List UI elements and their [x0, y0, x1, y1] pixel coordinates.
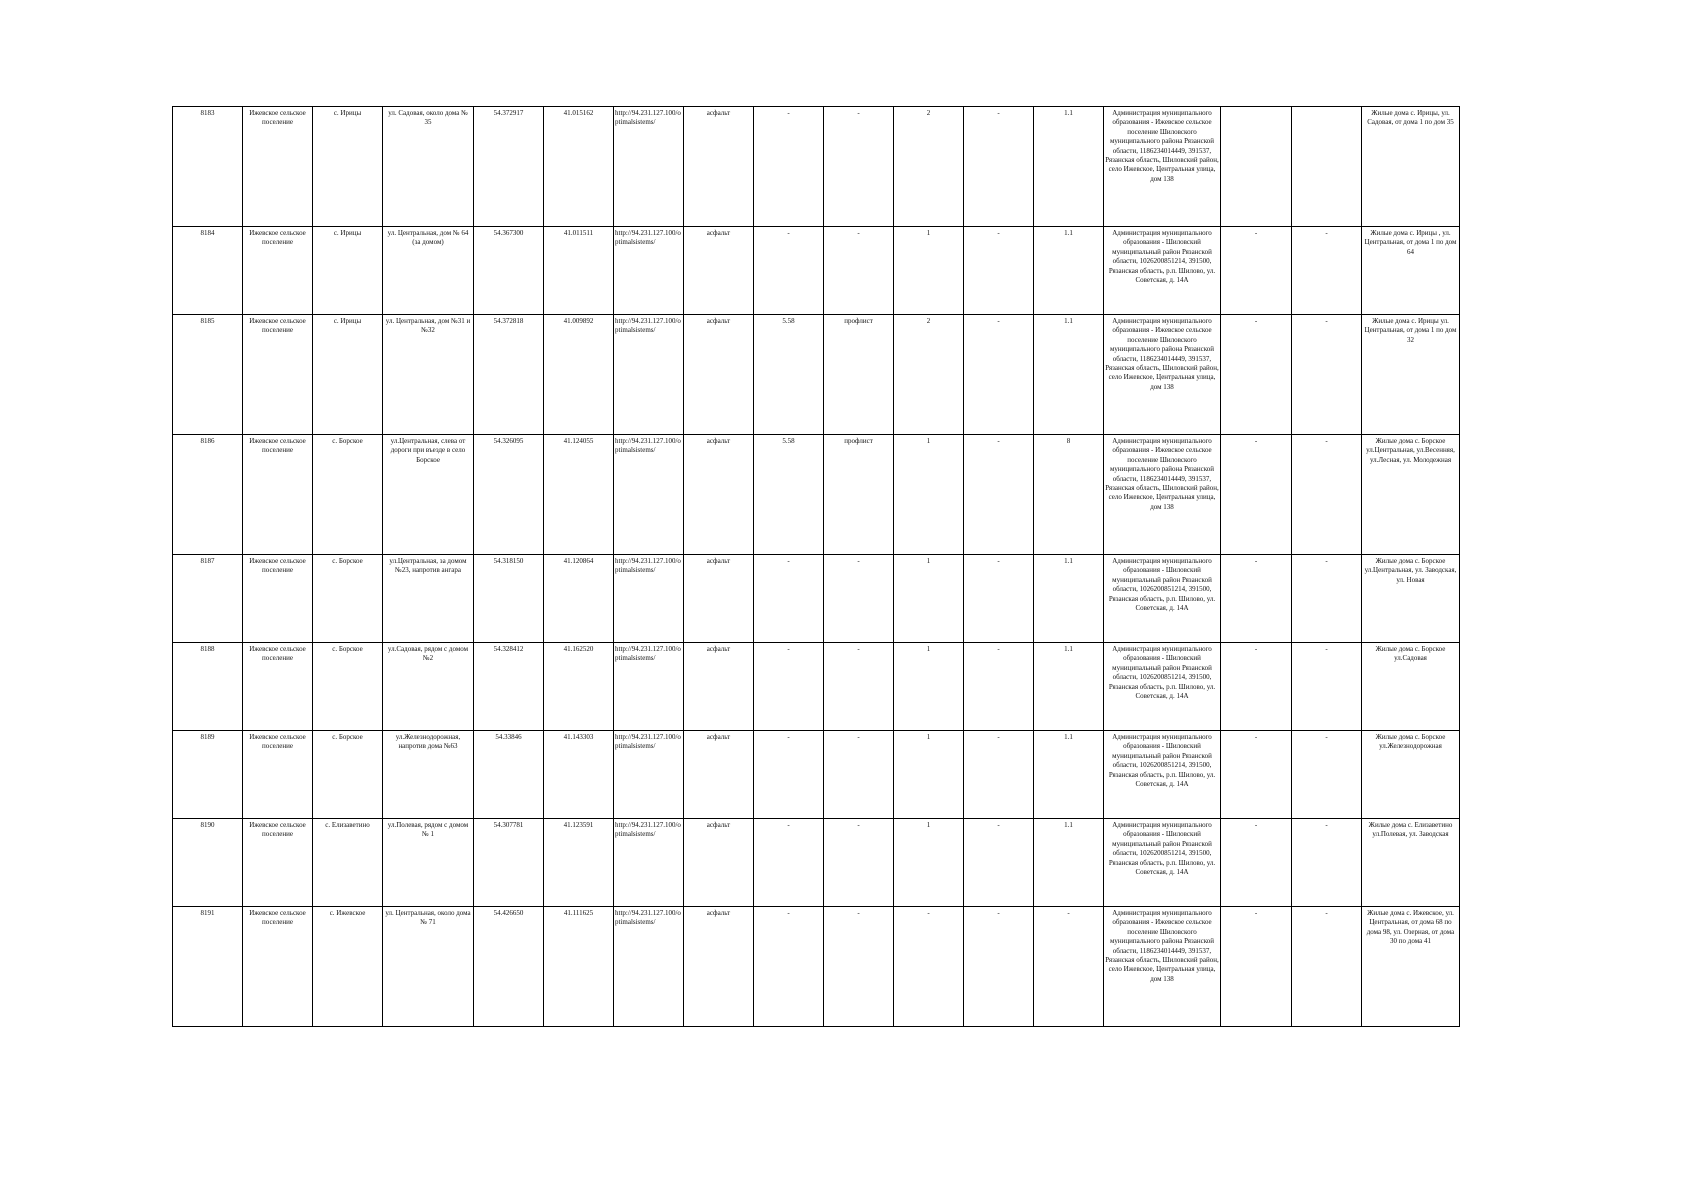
cell-settlement: Ижевское сельское поселение — [243, 907, 313, 1027]
cell-id: 8185 — [173, 315, 243, 435]
cell-area: - — [754, 643, 824, 731]
cell-owner: Администрация муниципального образования - Шиловский муниципальный район Рязанской области, 1026200851214, 391500, Рязанская область, р.п. Шилово, ул. Советская, д. 14А — [1104, 731, 1221, 819]
cell-surface: асфальт — [684, 731, 754, 819]
cell-containers-count: 2 — [894, 107, 964, 227]
cell-address: ул.Центральная, слева от дороги при въезде в село Борское — [383, 435, 474, 555]
cell-id: 8184 — [173, 227, 243, 315]
cell-containers-planned: - — [964, 315, 1034, 435]
cell-waste-sources: Жилые дома с. Ижевское, ул. Центральная, от дома 68 по дома 98, ул. Озерная, от дома 30 по дома 41 — [1362, 907, 1460, 1027]
cell-waste-sources: Жилые дома с. Ирицы ул. Центральная, от дома 1 по дом 32 — [1362, 315, 1460, 435]
cell-village: с. Борское — [313, 643, 383, 731]
cell-longitude: 41.015162 — [544, 107, 614, 227]
table-row — [173, 107, 1460, 227]
cell-latitude: 54.326095 — [474, 435, 544, 555]
cell-latitude: 54.372917 — [474, 107, 544, 227]
cell-map-link: http://94.231.127.100/optimalsistems/ — [614, 731, 684, 819]
cell-surface: асфальт — [684, 643, 754, 731]
cell-village: с. Ирицы — [313, 227, 383, 315]
cell-address: ул. Центральная, около дома № 71 — [383, 907, 474, 1027]
table-row — [173, 315, 1460, 435]
cell-containers-count: 1 — [894, 731, 964, 819]
cell-longitude: 41.162520 — [544, 643, 614, 731]
cell-address: ул. Центральная, дом № 64 (за домом) — [383, 227, 474, 315]
cell-waste-sources: Жилые дома с. Ирицы, ул. Садовая, от дома 1 по дом 35 — [1362, 107, 1460, 227]
cell-area: 5.58 — [754, 315, 824, 435]
cell-owner: Администрация муниципального образования - Ижевское сельское поселение Шиловского муниципального района Рязанской области, 1186234014449, 391537, Рязанская область, Шиловский район, село Ижевское, Центральная улица, дом 138 — [1104, 107, 1221, 227]
cell-volume: 1.1 — [1034, 643, 1104, 731]
table-body — [173, 107, 1460, 1027]
cell-fence: профлист — [824, 315, 894, 435]
cell-containers-count: 1 — [894, 555, 964, 643]
cell-village: с. Ирицы — [313, 315, 383, 435]
cell-surface: асфальт — [684, 107, 754, 227]
table-row — [173, 731, 1460, 819]
cell-volume: 1.1 — [1034, 227, 1104, 315]
cell-owner: Администрация муниципального образования - Ижевское сельское поселение Шиловского муниципального района Рязанской области, 1186234014449, 391537, Рязанская область, Шиловский район, село Ижевское, Центральная улица, дом 138 — [1104, 907, 1221, 1027]
cell-containers-count: - — [894, 907, 964, 1027]
cell-owner: Администрация муниципального образования - Шиловский муниципальный район Рязанской области, 1026200851214, 391500, Рязанская область, р.п. Шилово, ул. Советская, д. 14А — [1104, 643, 1221, 731]
table-row — [173, 555, 1460, 643]
cell-address: ул. Центральная, дом №31 и №32 — [383, 315, 474, 435]
cell-id: 8183 — [173, 107, 243, 227]
cell-surface: асфальт — [684, 907, 754, 1027]
cell-col15: - — [1221, 643, 1292, 731]
cell-containers-count: 2 — [894, 315, 964, 435]
cell-settlement: Ижевское сельское поселение — [243, 731, 313, 819]
table-row — [173, 227, 1460, 315]
cell-village: с. Ирицы — [313, 107, 383, 227]
cell-latitude: 54.426650 — [474, 907, 544, 1027]
cell-containers-planned: - — [964, 907, 1034, 1027]
cell-village: с. Борское — [313, 555, 383, 643]
cell-village: с. Борское — [313, 731, 383, 819]
cell-containers-planned: - — [964, 819, 1034, 907]
cell-map-link: http://94.231.127.100/optimalsistems/ — [614, 435, 684, 555]
cell-map-link: http://94.231.127.100/optimalsistems/ — [614, 107, 684, 227]
cell-col15: - — [1221, 315, 1292, 435]
cell-fence: - — [824, 555, 894, 643]
cell-col16: - — [1292, 435, 1362, 555]
cell-longitude: 41.124055 — [544, 435, 614, 555]
cell-containers-count: 1 — [894, 435, 964, 555]
cell-id: 8189 — [173, 731, 243, 819]
cell-containers-count: 1 — [894, 643, 964, 731]
cell-fence: - — [824, 227, 894, 315]
cell-settlement: Ижевское сельское поселение — [243, 107, 313, 227]
cell-surface: асфальт — [684, 315, 754, 435]
cell-settlement: Ижевское сельское поселение — [243, 819, 313, 907]
cell-containers-planned: - — [964, 555, 1034, 643]
cell-latitude: 54.307781 — [474, 819, 544, 907]
cell-address: ул. Садовая, около дома № 35 — [383, 107, 474, 227]
cell-waste-sources: Жилые дома с. Борское ул.Центральная, ул.Весенняя, ул.Лесная, ул. Молодежная — [1362, 435, 1460, 555]
cell-id: 8188 — [173, 643, 243, 731]
cell-area: - — [754, 907, 824, 1027]
cell-containers-planned: - — [964, 435, 1034, 555]
cell-col16: - — [1292, 907, 1362, 1027]
cell-containers-planned: - — [964, 107, 1034, 227]
cell-owner: Администрация муниципального образования - Шиловский муниципальный район Рязанской области, 1026200851214, 391500, Рязанская область, р.п. Шилово, ул. Советская, д. 14А — [1104, 227, 1221, 315]
cell-waste-sources: Жилые дома с. Елизаветино ул.Полевая, ул. Заводская — [1362, 819, 1460, 907]
cell-village: с. Елизаветино — [313, 819, 383, 907]
cell-address: ул.Полевая, рядом с домом № 1 — [383, 819, 474, 907]
cell-longitude: 41.011511 — [544, 227, 614, 315]
cell-settlement: Ижевское сельское поселение — [243, 227, 313, 315]
cell-col16 — [1292, 107, 1362, 227]
cell-col16: - — [1292, 555, 1362, 643]
cell-area: - — [754, 819, 824, 907]
cell-owner: Администрация муниципального образования - Ижевское сельское поселение Шиловского муниципального района Рязанской области, 1186234014449, 391537, Рязанская область, Шиловский район, село Ижевское, Центральная улица, дом 138 — [1104, 315, 1221, 435]
cell-settlement: Ижевское сельское поселение — [243, 435, 313, 555]
cell-fence: - — [824, 907, 894, 1027]
waste-sites-table — [172, 106, 1460, 1027]
cell-fence: - — [824, 107, 894, 227]
cell-surface: асфальт — [684, 227, 754, 315]
cell-address: ул.Садовая, рядом с домом №2 — [383, 643, 474, 731]
cell-containers-count: 1 — [894, 227, 964, 315]
cell-col15: - — [1221, 227, 1292, 315]
cell-volume: 1.1 — [1034, 819, 1104, 907]
cell-fence: - — [824, 819, 894, 907]
table-row — [173, 435, 1460, 555]
cell-waste-sources: Жилые дома с. Борское ул.Центральная, ул. Заводская, ул. Новая — [1362, 555, 1460, 643]
cell-settlement: Ижевское сельское поселение — [243, 555, 313, 643]
cell-id: 8186 — [173, 435, 243, 555]
cell-longitude: 41.123591 — [544, 819, 614, 907]
cell-map-link: http://94.231.127.100/optimalsistems/ — [614, 643, 684, 731]
cell-longitude: 41.111625 — [544, 907, 614, 1027]
cell-col15: - — [1221, 907, 1292, 1027]
cell-col16: - — [1292, 315, 1362, 435]
cell-col15: - — [1221, 435, 1292, 555]
cell-fence: - — [824, 731, 894, 819]
cell-fence: - — [824, 643, 894, 731]
cell-id: 8191 — [173, 907, 243, 1027]
cell-settlement: Ижевское сельское поселение — [243, 315, 313, 435]
cell-latitude: 54.328412 — [474, 643, 544, 731]
cell-containers-planned: - — [964, 227, 1034, 315]
cell-latitude: 54.367300 — [474, 227, 544, 315]
cell-id: 8190 — [173, 819, 243, 907]
cell-map-link: http://94.231.127.100/optimalsistems/ — [614, 555, 684, 643]
cell-address: ул.Центральная, за домом №23, напротив ангара — [383, 555, 474, 643]
cell-volume: 8 — [1034, 435, 1104, 555]
cell-col16: - — [1292, 731, 1362, 819]
cell-map-link: http://94.231.127.100/optimalsistems/ — [614, 819, 684, 907]
cell-longitude: 41.120864 — [544, 555, 614, 643]
cell-col16: - — [1292, 227, 1362, 315]
cell-area: - — [754, 227, 824, 315]
cell-volume: 1.1 — [1034, 107, 1104, 227]
cell-waste-sources: Жилые дома с. Ирицы , ул. Центральная, от дома 1 по дом 64 — [1362, 227, 1460, 315]
cell-containers-count: 1 — [894, 819, 964, 907]
cell-col16: - — [1292, 643, 1362, 731]
table-row — [173, 643, 1460, 731]
cell-latitude: 54.372818 — [474, 315, 544, 435]
cell-area: - — [754, 731, 824, 819]
cell-surface: асфальт — [684, 555, 754, 643]
table-row — [173, 907, 1460, 1027]
cell-owner: Администрация муниципального образования - Шиловский муниципальный район Рязанской области, 1026200851214, 391500, Рязанская область, р.п. Шилово, ул. Советская, д. 14А — [1104, 555, 1221, 643]
cell-village: с. Борское — [313, 435, 383, 555]
cell-volume: 1.1 — [1034, 555, 1104, 643]
cell-waste-sources: Жилые дома с. Борское ул.Садовая — [1362, 643, 1460, 731]
cell-area: - — [754, 107, 824, 227]
registry-sheet — [172, 106, 1460, 1027]
cell-volume: 1.1 — [1034, 315, 1104, 435]
cell-settlement: Ижевское сельское поселение — [243, 643, 313, 731]
cell-volume: - — [1034, 907, 1104, 1027]
cell-map-link: http://94.231.127.100/optimalsistems/ — [614, 315, 684, 435]
cell-longitude: 41.143303 — [544, 731, 614, 819]
cell-id: 8187 — [173, 555, 243, 643]
cell-owner: Администрация муниципального образования - Ижевское сельское поселение Шиловского муниципального района Рязанской области, 1186234014449, 391537, Рязанская область, Шиловский район, село Ижевское, Центральная улица, дом 138 — [1104, 435, 1221, 555]
cell-waste-sources: Жилые дома с. Борское ул.Железнодорожная — [1362, 731, 1460, 819]
cell-col15 — [1221, 107, 1292, 227]
cell-map-link: http://94.231.127.100/optimalsistems/ — [614, 907, 684, 1027]
cell-map-link: http://94.231.127.100/optimalsistems/ — [614, 227, 684, 315]
cell-latitude: 54.33846 — [474, 731, 544, 819]
cell-area: 5.58 — [754, 435, 824, 555]
cell-longitude: 41.009892 — [544, 315, 614, 435]
table-row — [173, 819, 1460, 907]
cell-col15: - — [1221, 731, 1292, 819]
cell-fence: профлист — [824, 435, 894, 555]
cell-owner: Администрация муниципального образования - Шиловский муниципальный район Рязанской области, 1026200851214, 391500, Рязанская область, р.п. Шилово, ул. Советская, д. 14А — [1104, 819, 1221, 907]
cell-containers-planned: - — [964, 643, 1034, 731]
cell-col15: - — [1221, 819, 1292, 907]
cell-surface: асфальт — [684, 435, 754, 555]
cell-volume: 1.1 — [1034, 731, 1104, 819]
cell-col16: - — [1292, 819, 1362, 907]
cell-surface: асфальт — [684, 819, 754, 907]
cell-col15: - — [1221, 555, 1292, 643]
cell-containers-planned: - — [964, 731, 1034, 819]
cell-latitude: 54.318150 — [474, 555, 544, 643]
cell-address: ул.Железнодорожная, напротив дома №63 — [383, 731, 474, 819]
cell-area: - — [754, 555, 824, 643]
cell-village: с. Ижевское — [313, 907, 383, 1027]
